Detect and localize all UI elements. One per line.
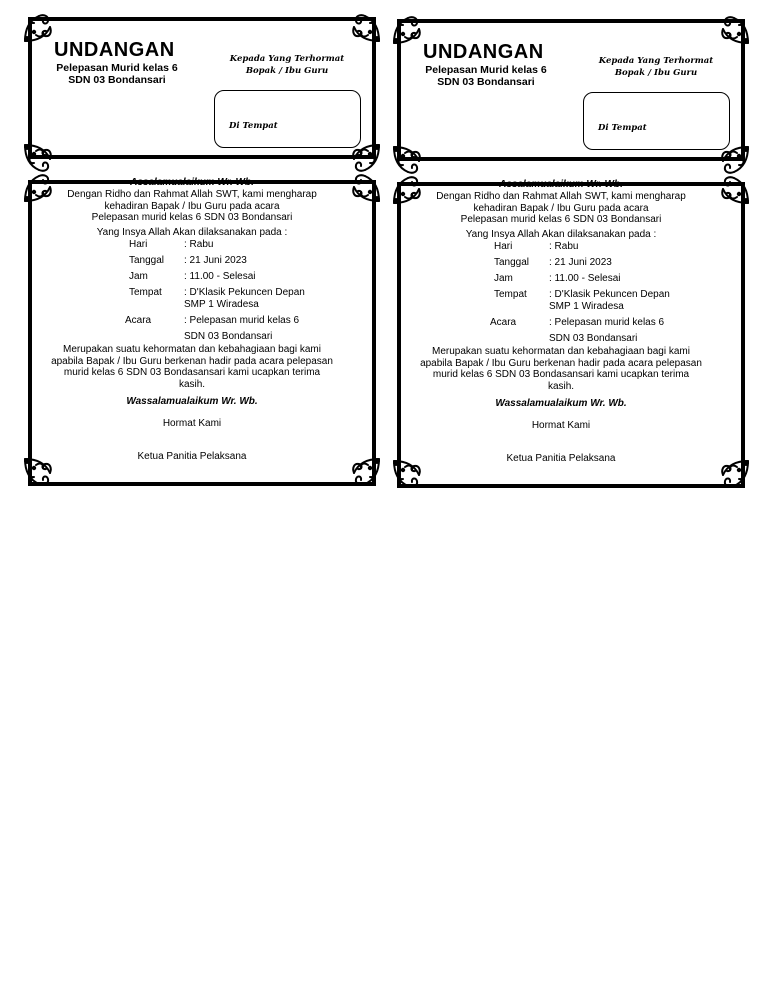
detail-value: : 11.00 - Selesai: [184, 271, 256, 282]
corner-ornament-icon: [391, 12, 425, 46]
detail-value: [184, 315, 334, 343]
corner-ornament-icon: [22, 456, 56, 490]
detail-value: : 21 Juni 2023: [184, 255, 247, 266]
detail-label: Tempat: [129, 287, 162, 298]
detail-label: Tanggal: [129, 255, 165, 266]
corner-ornament-icon: [348, 170, 382, 204]
detail-label: Hari: [129, 239, 148, 250]
greeting-close: Wassalamualaikum Wr. Wb.: [126, 396, 258, 407]
intro-paragraph: [421, 191, 701, 240]
subtitle-line: Pelepasan Murid kelas 6: [425, 64, 547, 76]
addressee: [222, 53, 352, 77]
closing-line: murid kelas 6 SDN 03 Bondasansari kami ucapkan terima: [432, 369, 690, 380]
detail-label: Tanggal: [494, 257, 530, 268]
detail-value: : Rabu: [549, 241, 579, 252]
closing-line: apabila Bapak / Ibu Guru berkenan hadir pada acara pelepasan: [51, 355, 333, 367]
di-tempat-label: Di Tempat: [229, 121, 278, 131]
intro-line: Dengan Ridho dan Rahmat Allah SWT, kami mengharap: [436, 191, 686, 202]
corner-ornament-icon: [717, 12, 751, 46]
closing-paragraph: [42, 344, 342, 390]
closing-line: Merupakan suatu kehormatan dan kebahagiaan bagi kami: [63, 344, 321, 355]
detail-value: : 21 Juni 2023: [549, 257, 612, 268]
detail-value-line: SDN 03 Bondansari: [549, 333, 638, 344]
corner-ornament-icon: [22, 170, 56, 204]
detail-value: [184, 287, 334, 311]
corner-ornament-icon: [717, 458, 751, 492]
intro-line: Yang Insya Allah Akan dilaksanakan pada :: [465, 228, 657, 240]
detail-label: Acara: [490, 317, 517, 328]
addressee-line: Bopak / Ibu Guru: [245, 66, 329, 76]
address-box: [583, 92, 730, 150]
corner-ornament-icon: [391, 458, 425, 492]
intro-line: Dengan Ridho dan Rahmat Allah SWT, kami mengharap: [67, 189, 317, 200]
detail-value: : Rabu: [184, 239, 214, 250]
invitation-card-right: [391, 12, 751, 502]
detail-value-line: : Pelepasan murid kelas 6: [549, 317, 665, 328]
detail-label: Jam: [494, 273, 513, 284]
detail-label: Jam: [129, 271, 148, 282]
detail-label: Hari: [494, 241, 513, 252]
detail-value-line: : D'Klasik Pekuncen Depan: [184, 287, 305, 298]
intro-paragraph: [52, 189, 332, 238]
corner-ornament-icon: [22, 10, 56, 44]
invitation-title: UNDANGAN: [54, 39, 175, 61]
signer-title: Ketua Panitia Pelaksana: [506, 453, 616, 464]
closing-line: murid kelas 6 SDN 03 Bondasansari kami ucapkan terima: [63, 367, 321, 378]
di-tempat-label: Di Tempat: [598, 123, 647, 133]
corner-ornament-icon: [348, 456, 382, 490]
subtitle-line: SDN 03 Bondansari: [68, 74, 166, 86]
detail-value-line: : D'Klasik Pekuncen Depan: [549, 289, 670, 300]
subtitle-line: Pelepasan Murid kelas 6: [56, 62, 178, 74]
detail-value: [549, 317, 699, 345]
closing-line: kasih.: [178, 378, 206, 390]
regards: Hormat Kami: [162, 418, 222, 429]
address-box: [214, 90, 361, 148]
invitation-subtitle: [411, 64, 561, 88]
intro-line: Pelepasan murid kelas 6 SDN 03 Bondansari: [460, 214, 662, 225]
detail-value-line: SMP 1 Wiradesa: [549, 301, 624, 312]
intro-line: kehadiran Bapak / Ibu Guru pada acara: [104, 200, 280, 212]
detail-value-line: : Pelepasan murid kelas 6: [184, 315, 300, 326]
detail-value: : 11.00 - Selesai: [549, 273, 621, 284]
corner-ornament-icon: [391, 172, 425, 206]
addressee-line: Kepada Yang Terhormat: [229, 54, 345, 64]
greeting-open: Assalamualaikum Wr. Wb.: [130, 177, 254, 188]
detail-label: Tempat: [494, 289, 527, 300]
detail-label: Acara: [125, 315, 152, 326]
invitation-subtitle: [42, 62, 192, 86]
detail-value-line: SMP 1 Wiradesa: [184, 299, 259, 310]
invitation-title: UNDANGAN: [423, 41, 544, 63]
corner-ornament-icon: [717, 172, 751, 206]
regards: Hormat Kami: [531, 420, 591, 431]
intro-line: Pelepasan murid kelas 6 SDN 03 Bondansari: [91, 212, 293, 223]
closing-line: apabila Bapak / Ibu Guru berkenan hadir pada acara pelepasan: [420, 357, 702, 369]
closing-paragraph: [411, 346, 711, 392]
signer-title: Ketua Panitia Pelaksana: [137, 451, 247, 462]
detail-value-line: SDN 03 Bondansari: [184, 331, 273, 342]
addressee-line: Bopak / Ibu Guru: [614, 68, 698, 78]
invitation-card-left: [22, 10, 382, 500]
addressee: [591, 55, 721, 79]
intro-line: kehadiran Bapak / Ibu Guru pada acara: [473, 202, 649, 214]
closing-line: kasih.: [547, 380, 575, 392]
closing-line: Merupakan suatu kehormatan dan kebahagiaan bagi kami: [432, 346, 690, 357]
greeting-open: Assalamualaikum Wr. Wb.: [499, 179, 623, 190]
subtitle-line: SDN 03 Bondansari: [437, 76, 535, 88]
intro-line: Yang Insya Allah Akan dilaksanakan pada :: [96, 226, 288, 238]
addressee-line: Kepada Yang Terhormat: [598, 56, 714, 66]
corner-ornament-icon: [348, 10, 382, 44]
detail-value: [549, 289, 699, 313]
greeting-close: Wassalamualaikum Wr. Wb.: [495, 398, 627, 409]
